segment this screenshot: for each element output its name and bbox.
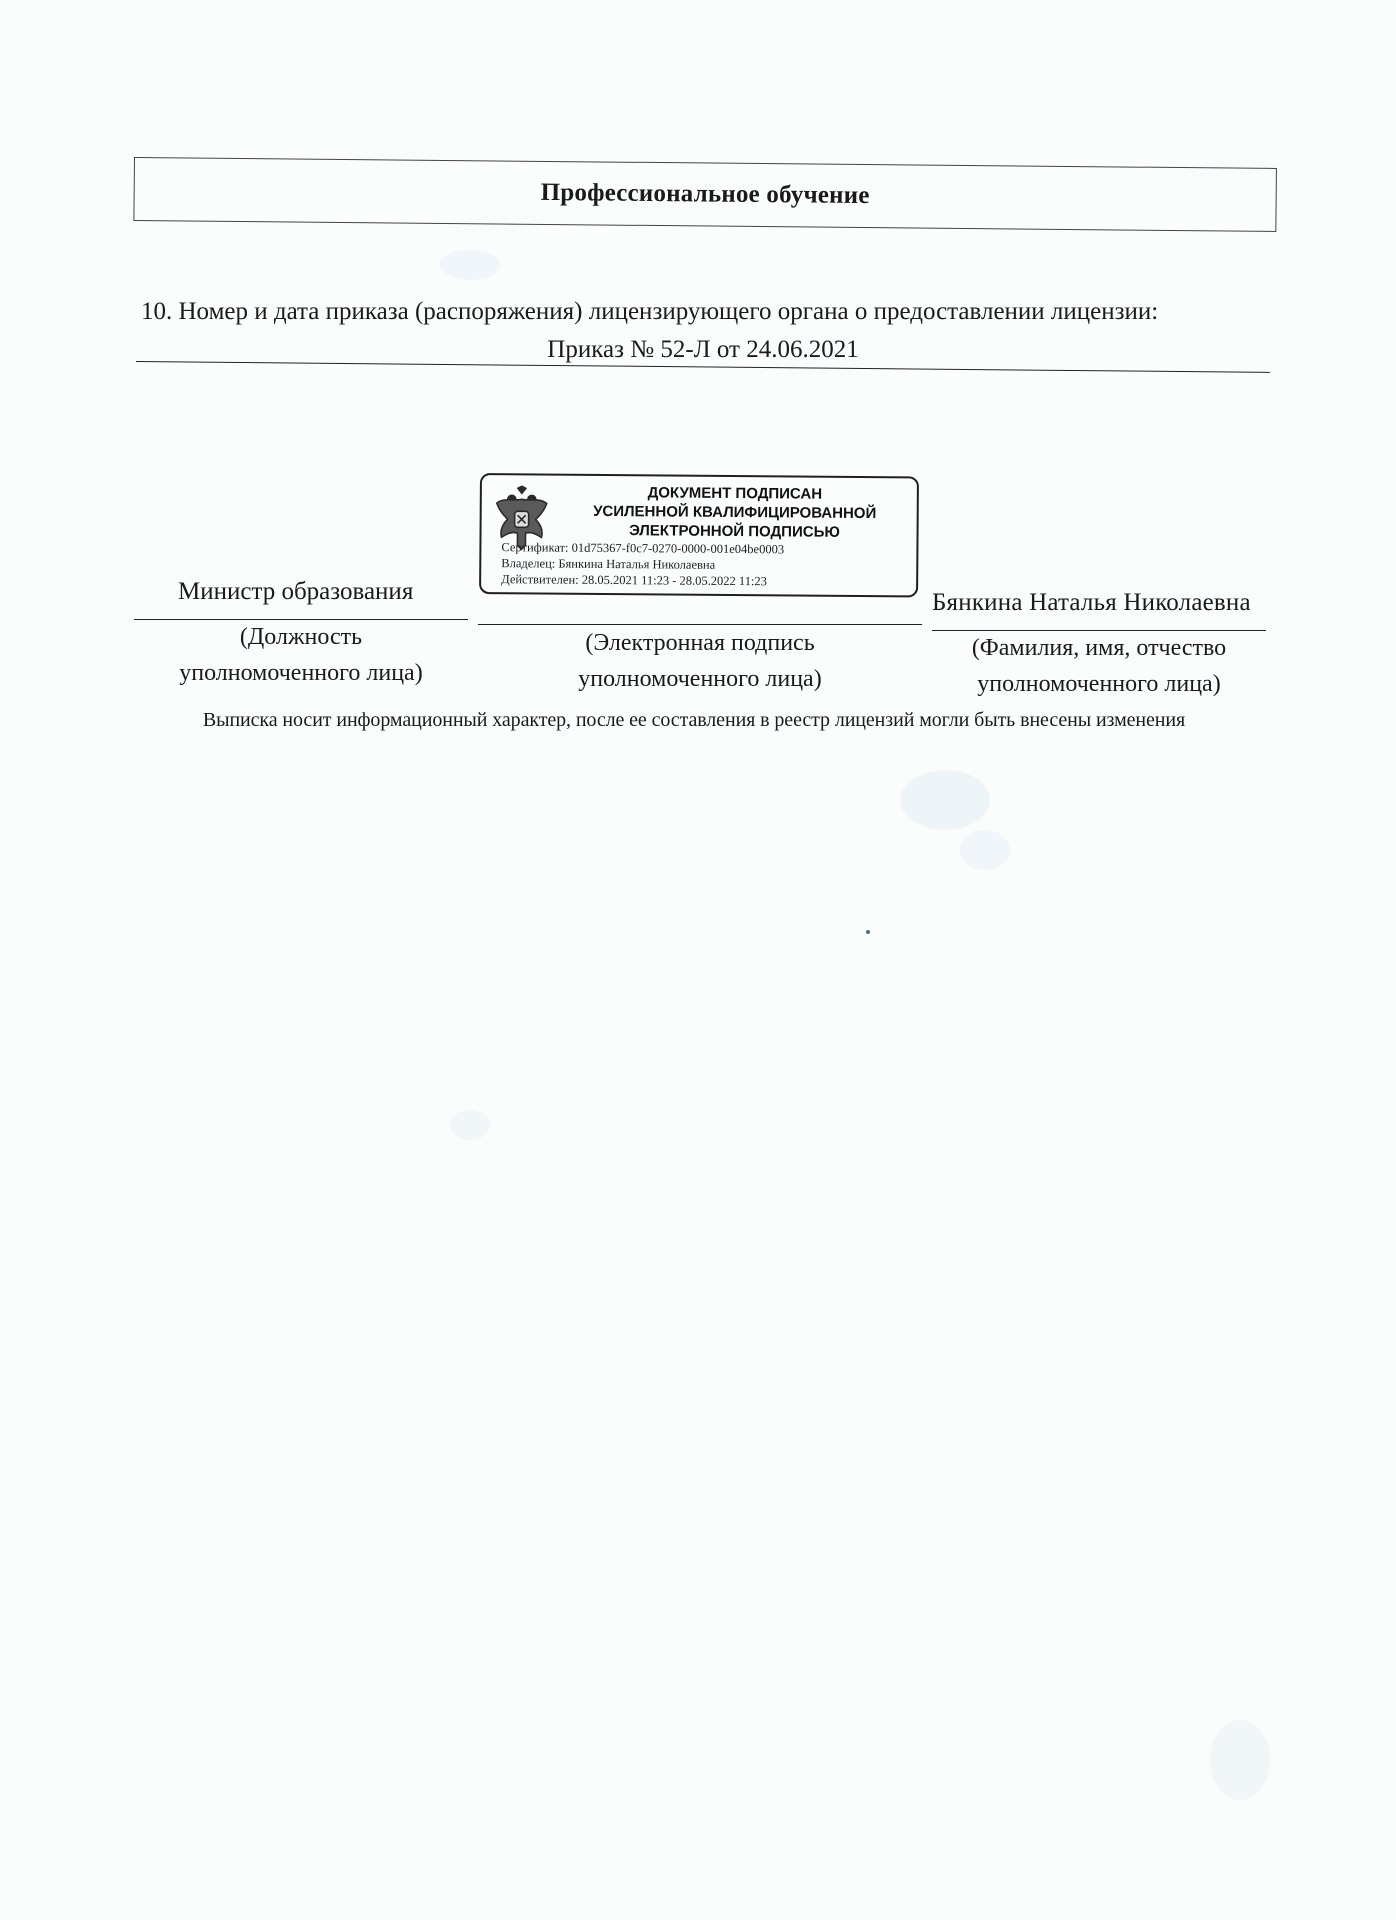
signer-position: Министр образования [178,578,414,605]
electronic-signature-stamp [479,473,919,597]
section-title: Профессиональное обучение [540,178,870,210]
name-caption: (Фамилия, имя, отчество уполномоченного лица) [971,635,1227,697]
license-order-label: 10. Номер и дата приказа (распоряжения) лицензирующего органа о предоставлении лицензии: [141,298,1159,325]
stamp-details [501,539,784,589]
signature-caption: (Электронная подпись уполномоченного лица) [578,630,822,692]
stamp-certificate: Сертификат: 01d75367-f0c7-0270-0000-001e04be0003 [501,540,785,557]
stamp-validity: Действителен: 28.05.2021 11:23 - 28.05.2022 11:23 [501,572,768,589]
stamp-heading: ДОКУМЕНТ ПОДПИСАН УСИЛЕННОЙ КВАЛИФИЦИРОВАННОЙ ЭЛЕКТРОННОЙ ПОДПИСЬЮ [593,484,877,541]
license-order-value: Приказ № 52-Л от 24.06.2021 [547,336,859,363]
section-header-box [133,157,1277,232]
position-caption: (Должность уполномоченного лица) [179,624,423,686]
stamp-owner: Владелец: Бянкина Наталья Николаевна [501,556,716,572]
disclaimer-note: Выписка носит информационный характер, после ее составления в реестр лицензий могли быть внесены изменения [202,709,1186,731]
signer-full-name: Бянкина Наталья Николаевна [932,589,1251,616]
